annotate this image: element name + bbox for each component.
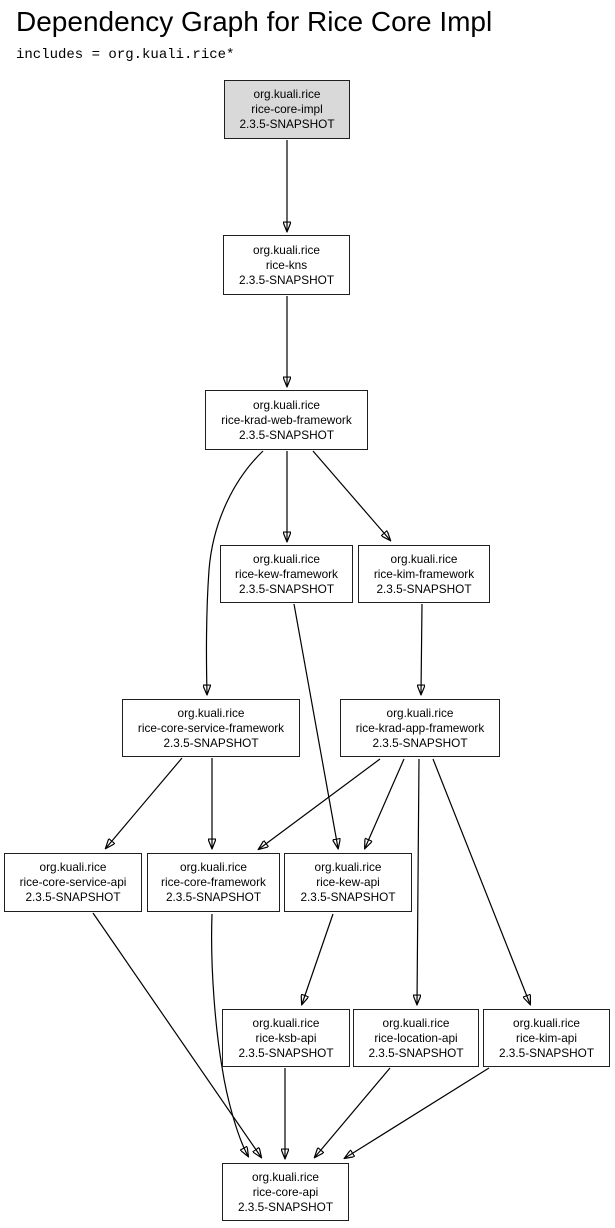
node-rice-kew-api <box>284 853 412 912</box>
node-artifact-id: rice-core-framework <box>161 875 266 889</box>
node-version: 2.3.5-SNAPSHOT <box>498 1045 595 1060</box>
node-group-id: org.kuali.rice <box>252 1015 320 1030</box>
node-group-id: org.kuali.rice <box>253 242 320 257</box>
node-artifact-id: rice-core-impl <box>251 102 323 116</box>
node-version: 2.3.5-SNAPSHOT <box>238 427 335 442</box>
edge-rice-kim-api-to-rice-core-api <box>345 1068 489 1158</box>
node-artifact-id: rice-core-api <box>252 1184 319 1199</box>
node-version: 2.3.5-SNAPSHOT <box>238 1045 334 1060</box>
edge-rice-krad-app-framework-to-rice-kew-api <box>365 759 404 848</box>
node-rice-core-framework <box>147 853 280 912</box>
node-version: 2.3.5-SNAPSHOT <box>372 735 468 750</box>
node-group-id: org.kuali.rice <box>253 551 320 566</box>
node-group-id: org.kuali.rice <box>39 860 107 874</box>
edge-rice-kim-framework-to-rice-krad-app-framework <box>421 604 422 694</box>
node-artifact-id: rice-ksb-api <box>255 1030 317 1045</box>
node-version: 2.3.5-SNAPSHOT <box>300 890 396 904</box>
node-group-id: org.kuali.rice <box>390 551 458 566</box>
edge-rice-location-api-to-rice-core-api <box>315 1068 390 1157</box>
node-version: 2.3.5-SNAPSHOT <box>238 581 335 596</box>
node-rice-kim-api <box>483 1009 610 1067</box>
node-version: 2.3.5-SNAPSHOT <box>165 890 262 904</box>
node-version: 2.3.5-SNAPSHOT <box>25 890 121 904</box>
node-rice-core-api <box>222 1163 349 1221</box>
node-group-id: org.kuali.rice <box>180 860 247 874</box>
edge-rice-krad-app-framework-to-rice-core-framework <box>259 759 380 849</box>
includes-filter-text: includes = org.kuali.rice* <box>16 47 235 63</box>
edge-rice-krad-app-framework-to-rice-location-api <box>417 759 419 1004</box>
node-artifact-id: rice-core-service-api <box>19 875 127 889</box>
node-rice-krad-web-framework <box>205 390 368 450</box>
node-artifact-id: rice-core-service-framework <box>137 720 285 735</box>
node-version: 2.3.5-SNAPSHOT <box>237 1199 334 1214</box>
node-version: 2.3.5-SNAPSHOT <box>376 581 472 596</box>
page-title: Dependency Graph for Rice Core Impl <box>16 6 493 37</box>
edge-rice-core-service-framework-to-rice-core-service-api <box>106 758 182 848</box>
node-artifact-id: rice-krad-web-framework <box>221 412 352 427</box>
node-rice-kim-framework <box>358 545 490 603</box>
node-version: 2.3.5-SNAPSHOT <box>368 1045 464 1060</box>
node-rice-kns <box>223 235 350 295</box>
node-rice-krad-app-framework <box>340 699 500 757</box>
node-artifact-id: rice-kim-framework <box>373 566 475 581</box>
node-group-id: org.kuali.rice <box>314 860 382 874</box>
node-group-id: org.kuali.rice <box>177 705 245 720</box>
edge-rice-krad-web-framework-to-rice-kim-framework <box>313 451 390 540</box>
node-rice-location-api <box>353 1009 479 1067</box>
node-artifact-id: rice-location-api <box>374 1030 458 1045</box>
node-group-id: org.kuali.rice <box>382 1015 450 1030</box>
node-artifact-id: rice-kew-framework <box>235 566 338 581</box>
node-rice-core-impl <box>224 80 350 139</box>
edge-rice-krad-app-framework-to-rice-kim-api <box>433 759 530 1004</box>
node-artifact-id: rice-kim-api <box>516 1030 577 1045</box>
node-artifact-id: rice-kns <box>265 257 308 272</box>
edge-rice-kew-framework-to-rice-kew-api <box>294 604 338 848</box>
node-version: 2.3.5-SNAPSHOT <box>239 117 335 131</box>
node-group-id: org.kuali.rice <box>253 397 320 412</box>
node-group-id: org.kuali.rice <box>513 1015 580 1030</box>
node-artifact-id: rice-krad-app-framework <box>355 720 485 735</box>
node-version: 2.3.5-SNAPSHOT <box>163 735 259 750</box>
node-group-id: org.kuali.rice <box>386 705 454 720</box>
node-version: 2.3.5-SNAPSHOT <box>238 272 335 287</box>
node-rice-kew-framework <box>220 545 353 603</box>
node-group-id: org.kuali.rice <box>252 1169 319 1184</box>
edge-rice-kew-api-to-rice-ksb-api <box>302 914 333 1004</box>
node-rice-core-service-api <box>4 853 142 912</box>
node-rice-core-service-framework <box>122 699 300 757</box>
node-rice-ksb-api <box>222 1009 350 1067</box>
node-artifact-id: rice-kew-api <box>316 875 380 889</box>
node-group-id: org.kuali.rice <box>253 87 321 101</box>
